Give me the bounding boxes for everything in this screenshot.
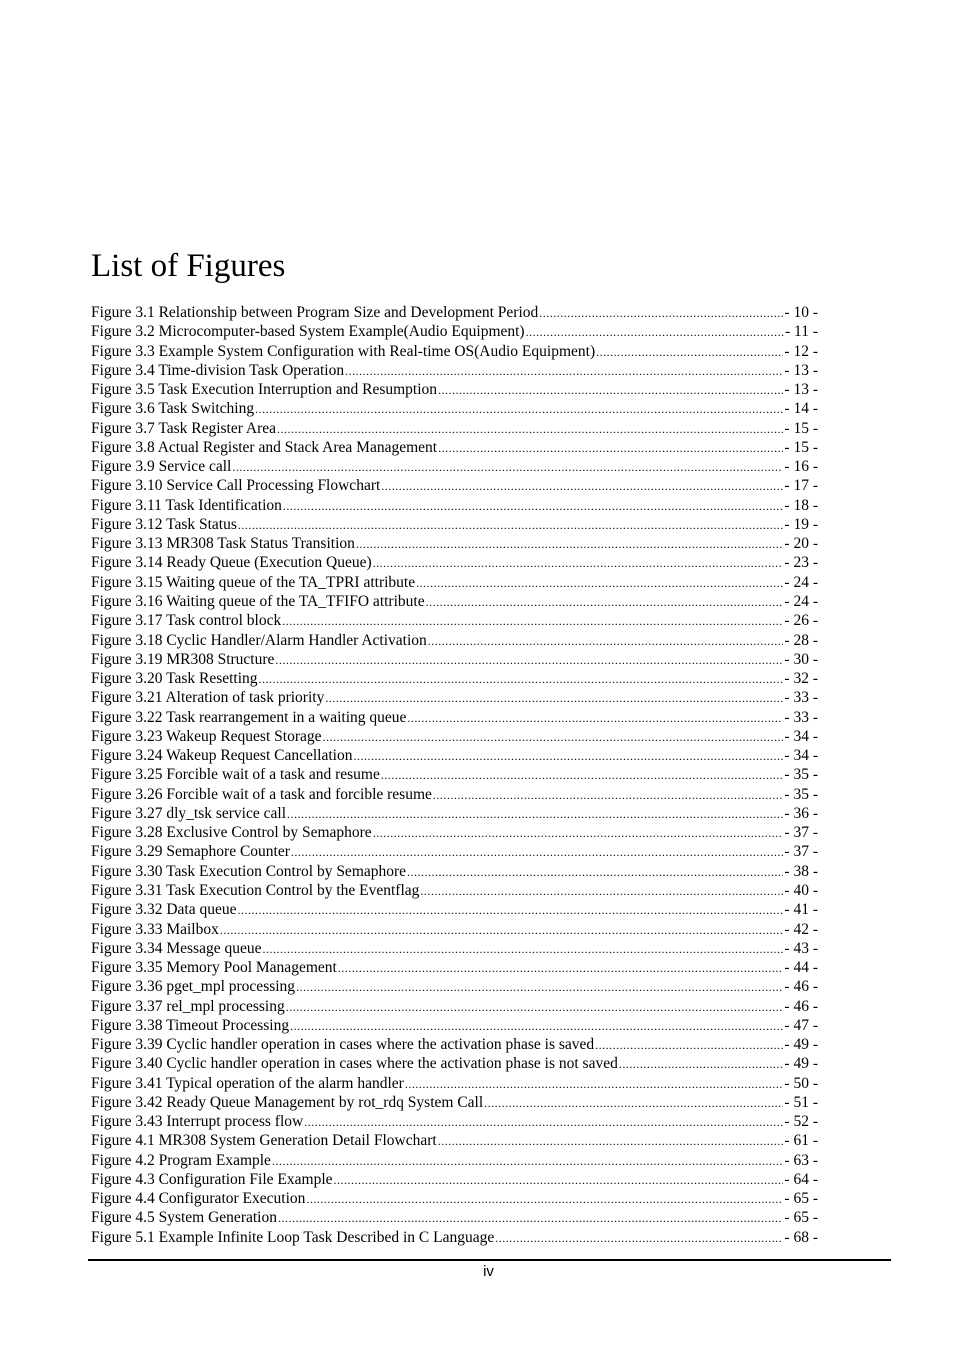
dot-leader — [283, 497, 784, 515]
dot-leader — [262, 940, 783, 958]
toc-entry-page: - 68 - — [784, 1228, 818, 1246]
dot-leader — [325, 689, 783, 707]
toc-entry[interactable] — [91, 342, 818, 361]
toc-entry-title: Figure 3.36 pget_mpl processing — [91, 978, 296, 996]
toc-entry-title: Figure 3.20 Task Resetting — [91, 670, 258, 688]
toc-entry-page: - 16 - — [784, 458, 818, 476]
page-title: List of Figures — [91, 248, 286, 284]
toc-entry-title: Figure 3.13 MR308 Task Status Transition — [91, 535, 355, 553]
toc-entry-page: - 24 - — [784, 592, 818, 610]
toc-entry-page: - 52 - — [784, 1113, 818, 1131]
toc-entry-page: - 26 - — [784, 612, 818, 630]
dot-leader — [619, 1055, 784, 1073]
toc-entry-title: Figure 3.34 Message queue — [91, 939, 262, 957]
toc-entry-title: Figure 3.6 Task Switching — [91, 400, 255, 418]
toc-entry-title: Figure 4.1 MR308 System Generation Detail Flowchart — [91, 1132, 437, 1150]
toc-entry[interactable] — [91, 476, 818, 495]
toc-entry-page: - 32 - — [784, 670, 818, 688]
toc-entry[interactable] — [91, 765, 818, 784]
dot-leader — [286, 998, 784, 1016]
toc-entry-title: Figure 3.15 Waiting queue of the TA_TPRI attribute — [91, 573, 416, 591]
toc-entry-page: - 50 - — [784, 1074, 818, 1092]
toc-entry-page: - 64 - — [784, 1170, 818, 1188]
toc-entry-page: - 38 - — [784, 862, 818, 880]
toc-entry[interactable] — [91, 1131, 818, 1150]
dot-leader — [484, 1094, 783, 1112]
toc-entry[interactable] — [91, 958, 818, 977]
page-number: iv — [483, 1263, 494, 1280]
toc-entry-page: - 33 - — [784, 689, 818, 707]
toc-entry[interactable] — [91, 1093, 818, 1112]
dot-leader — [259, 670, 784, 688]
footer-divider — [88, 1259, 891, 1261]
dot-leader — [438, 1132, 784, 1150]
toc-entry[interactable] — [91, 631, 818, 650]
toc-entry-title: Figure 3.21 Alteration of task priority — [91, 689, 325, 707]
toc-entry-page: - 34 - — [784, 747, 818, 765]
dot-leader — [238, 516, 784, 534]
toc-entry-page: - 28 - — [784, 631, 818, 649]
toc-entry[interactable] — [91, 534, 818, 553]
toc-entry[interactable] — [91, 1151, 818, 1170]
toc-entry-page: - 36 - — [784, 804, 818, 822]
toc-entry-title: Figure 3.8 Actual Register and Stack Area Management — [91, 438, 438, 456]
toc-entry-title: Figure 4.2 Program Example — [91, 1151, 271, 1169]
toc-entry[interactable] — [91, 669, 818, 688]
dot-leader — [277, 420, 783, 438]
toc-entry-title: Figure 3.1 Relationship between Program Size and Development Period — [91, 304, 539, 321]
toc-entry-title: Figure 3.41 Typical operation of the alarm handler — [91, 1074, 404, 1092]
toc-entry[interactable] — [91, 611, 818, 630]
toc-entry[interactable] — [91, 977, 818, 996]
toc-entry-title: Figure 3.12 Task Status — [91, 515, 237, 533]
toc-entry[interactable] — [91, 515, 818, 534]
toc-entry-title: Figure 3.37 rel_mpl processing — [91, 997, 285, 1015]
toc-entry-title: Figure 3.17 Task control block — [91, 612, 282, 630]
dot-leader — [596, 343, 783, 361]
toc-entry-page: - 41 - — [784, 901, 818, 919]
toc-entry-page: - 24 - — [784, 573, 818, 591]
toc-entry-title: Figure 4.4 Configurator Execution — [91, 1190, 306, 1208]
dot-leader — [282, 612, 783, 630]
toc-entry[interactable] — [91, 823, 818, 842]
dot-leader — [338, 959, 784, 977]
toc-entry-page: - 23 - — [784, 554, 818, 572]
toc-entry-title: Figure 4.5 System Generation — [91, 1209, 277, 1227]
toc-entry[interactable] — [91, 997, 818, 1016]
toc-entry[interactable] — [91, 303, 818, 322]
toc-entry-page: - 49 - — [784, 1055, 818, 1073]
dot-leader — [373, 824, 784, 842]
toc-entry-title: Figure 3.18 Cyclic Handler/Alarm Handler Activation — [91, 631, 427, 649]
dot-leader — [287, 805, 783, 823]
toc-entry[interactable] — [91, 1035, 818, 1054]
toc-entry-page: - 35 - — [784, 766, 818, 784]
dot-leader — [539, 304, 783, 322]
dot-leader — [428, 632, 784, 650]
toc-entry-page: - 13 - — [784, 381, 818, 399]
dot-leader — [323, 728, 784, 746]
toc-entry-page: - 51 - — [784, 1093, 818, 1111]
dot-leader — [407, 863, 783, 881]
toc-entry[interactable] — [91, 939, 818, 958]
toc-entry-title: Figure 3.40 Cyclic handler operation in cases where the activation phase is not saved — [91, 1055, 618, 1073]
toc-entry-title: Figure 3.31 Task Execution Control by the Eventflag — [91, 881, 420, 899]
dot-leader — [407, 709, 783, 727]
toc-entry[interactable] — [91, 688, 818, 707]
toc-entry-title: Figure 3.43 Interrupt process flow — [91, 1113, 304, 1131]
toc-entry[interactable] — [91, 1112, 818, 1131]
toc-entry[interactable] — [91, 419, 818, 438]
dot-leader — [420, 882, 783, 900]
dot-leader — [381, 766, 784, 784]
toc-entry[interactable] — [91, 881, 818, 900]
toc-entry-page: - 15 - — [784, 419, 818, 437]
toc-entry[interactable] — [91, 1016, 818, 1035]
toc-entry-title: Figure 4.3 Configuration File Example — [91, 1170, 333, 1188]
dot-leader — [255, 400, 783, 418]
toc-entry-title: Figure 3.10 Service Call Processing Flowchart — [91, 477, 381, 495]
dot-leader — [238, 901, 784, 919]
toc-entry-page: - 30 - — [784, 650, 818, 668]
toc-entry-page: - 46 - — [784, 997, 818, 1015]
toc-entry[interactable] — [91, 1208, 818, 1227]
dot-leader — [426, 593, 784, 611]
dot-leader — [416, 574, 783, 592]
toc-entry-page: - 34 - — [784, 727, 818, 745]
toc-entry[interactable] — [91, 1170, 818, 1189]
toc-entry[interactable] — [91, 592, 818, 611]
dot-leader — [220, 921, 784, 939]
toc-entry-page: - 15 - — [784, 438, 818, 456]
toc-entry-title: Figure 3.38 Timeout Processing — [91, 1016, 290, 1034]
toc-entry[interactable] — [91, 438, 818, 457]
toc-entry-title: Figure 3.2 Microcomputer-based System Example(Audio Equipment) — [91, 323, 525, 341]
dot-leader — [272, 1152, 783, 1170]
toc-entry-page: - 44 - — [784, 959, 818, 977]
toc-entry-page: - 47 - — [784, 1016, 818, 1034]
dot-leader — [595, 1036, 783, 1054]
toc-entry-title: Figure 3.27 dly_tsk service call — [91, 804, 286, 822]
dot-leader — [433, 786, 784, 804]
toc-entry-title: Figure 3.22 Task rearrangement in a waiting queue — [91, 708, 407, 726]
toc-entry[interactable] — [91, 496, 818, 515]
dot-leader — [438, 381, 783, 399]
toc-entry-title: Figure 3.32 Data queue — [91, 901, 237, 919]
toc-entry-page: - 17 - — [784, 477, 818, 495]
toc-entry-page: - 12 - — [784, 342, 818, 360]
toc-entry-title: Figure 3.26 Forcible wait of a task and forcible resume — [91, 785, 432, 803]
toc-entry[interactable] — [91, 361, 818, 380]
toc-entry[interactable] — [91, 862, 818, 881]
toc-entry[interactable] — [91, 322, 818, 341]
dot-leader — [526, 323, 784, 341]
toc-entry-page: - 42 - — [784, 920, 818, 938]
toc-entry-title: Figure 3.33 Mailbox — [91, 920, 219, 938]
toc-entry-page: - 40 - — [784, 881, 818, 899]
toc-entry-page: - 65 - — [784, 1190, 818, 1208]
toc-entry-title: Figure 5.1 Example Infinite Loop Task Described in C Language — [91, 1228, 495, 1246]
toc-entry-page: - 14 - — [784, 400, 818, 418]
toc-entry-title: Figure 3.39 Cyclic handler operation in cases where the activation phase is saved — [91, 1036, 595, 1054]
toc-entry-title: Figure 3.3 Example System Configuration with Real-time OS(Audio Equipment) — [91, 342, 596, 360]
toc-entry[interactable] — [91, 1189, 818, 1208]
toc-entry[interactable] — [91, 842, 818, 861]
toc-entry[interactable] — [91, 900, 818, 919]
toc-entry-page: - 49 - — [784, 1036, 818, 1054]
toc-entry-page: - 33 - — [784, 708, 818, 726]
toc-entry[interactable] — [91, 785, 818, 804]
dot-leader — [304, 1113, 783, 1131]
toc-entry-page: - 65 - — [784, 1209, 818, 1227]
toc-entry-title: Figure 3.24 Wakeup Request Cancellation — [91, 747, 353, 765]
toc-entry-title: Figure 3.4 Time-division Task Operation — [91, 361, 345, 379]
dot-leader — [373, 554, 784, 572]
dot-leader — [278, 1209, 783, 1227]
toc-entry-page: - 63 - — [784, 1151, 818, 1169]
toc-entry-title: Figure 3.19 MR308 Structure — [91, 650, 275, 668]
toc-entry-title: Figure 3.25 Forcible wait of a task and resume — [91, 766, 380, 784]
toc-entry-page: - 19 - — [784, 515, 818, 533]
toc-entry-page: - 10 - — [784, 304, 818, 321]
toc-entry-title: Figure 3.14 Ready Queue (Execution Queue) — [91, 554, 372, 572]
toc-entry-page: - 11 - — [785, 323, 818, 341]
toc-entry[interactable] — [91, 380, 818, 399]
dot-leader — [291, 843, 784, 861]
toc-entry-title: Figure 3.7 Task Register Area — [91, 419, 277, 437]
toc-entry-title: Figure 3.5 Task Execution Interruption and Resumption — [91, 381, 438, 399]
toc-entry[interactable] — [91, 746, 818, 765]
toc-entry[interactable] — [91, 727, 818, 746]
dot-leader — [405, 1075, 784, 1093]
toc-entry-title: Figure 3.42 Ready Queue Management by rot_rdq System Call — [91, 1093, 484, 1111]
toc-entry-page: - 37 - — [784, 824, 818, 842]
dot-leader — [381, 477, 783, 495]
toc-entry[interactable] — [91, 399, 818, 418]
toc-entry-page: - 20 - — [784, 535, 818, 553]
toc-entry[interactable] — [91, 920, 818, 939]
toc-entry-title: Figure 3.28 Exclusive Control by Semaphore — [91, 824, 372, 842]
toc-entry[interactable] — [91, 1074, 818, 1093]
dot-leader — [334, 1171, 784, 1189]
toc-entry-page: - 61 - — [784, 1132, 818, 1150]
toc-entry[interactable] — [91, 553, 818, 572]
dot-leader — [438, 439, 783, 457]
toc-entry-title: Figure 3.35 Memory Pool Management — [91, 959, 337, 977]
toc-entry-title: Figure 3.16 Waiting queue of the TA_TFIFO attribute — [91, 592, 425, 610]
dot-leader — [306, 1190, 783, 1208]
dot-leader — [495, 1229, 783, 1247]
dot-leader — [290, 1017, 783, 1035]
toc-entry[interactable] — [91, 1228, 818, 1247]
list-of-figures — [91, 303, 818, 1247]
toc-entry-title: Figure 3.9 Service call — [91, 458, 232, 476]
dot-leader — [356, 535, 784, 553]
toc-entry[interactable] — [91, 650, 818, 669]
toc-entry[interactable] — [91, 708, 818, 727]
dot-leader — [353, 747, 783, 765]
toc-entry-page: - 13 - — [784, 361, 818, 379]
dot-leader — [296, 978, 783, 996]
toc-entry-title: Figure 3.29 Semaphore Counter — [91, 843, 290, 861]
toc-entry-page: - 43 - — [784, 939, 818, 957]
dot-leader — [345, 362, 783, 380]
toc-entry-page: - 46 - — [784, 978, 818, 996]
toc-entry[interactable] — [91, 457, 818, 476]
toc-entry[interactable] — [91, 804, 818, 823]
toc-entry[interactable] — [91, 1054, 818, 1073]
toc-entry-page: - 35 - — [784, 785, 818, 803]
toc-entry-title: Figure 3.30 Task Execution Control by Semaphore — [91, 862, 407, 880]
toc-entry-title: Figure 3.11 Task Identification — [91, 496, 282, 514]
dot-leader — [232, 458, 783, 476]
toc-entry[interactable] — [91, 573, 818, 592]
toc-entry-page: - 37 - — [784, 843, 818, 861]
dot-leader — [275, 651, 783, 669]
toc-entry-page: - 18 - — [784, 496, 818, 514]
toc-entry-title: Figure 3.23 Wakeup Request Storage — [91, 727, 322, 745]
